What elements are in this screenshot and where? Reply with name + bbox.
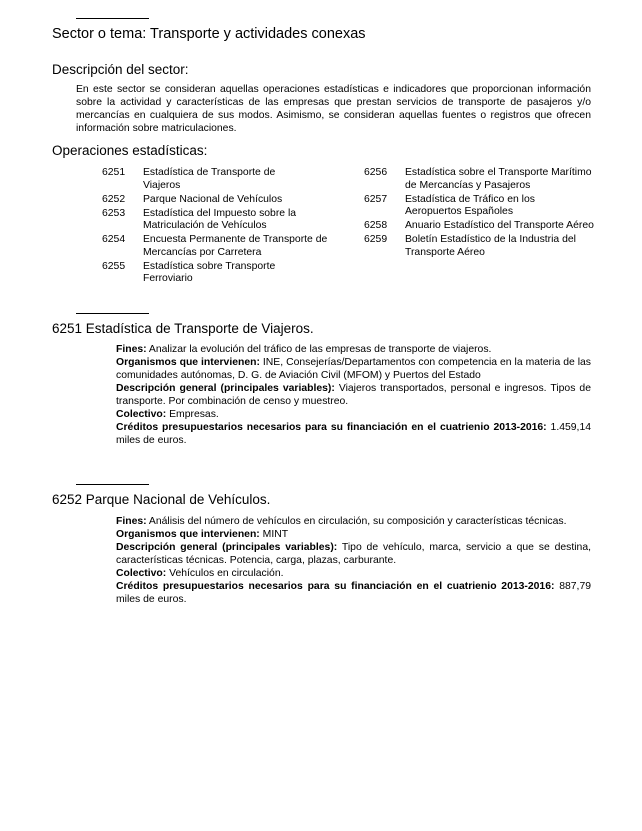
operation-name: Parque Nacional de Vehículos [143, 193, 283, 205]
creditos-label: Créditos presupuestarios necesarios para su financiación en el cuatrienio 2013-2016: [116, 422, 547, 433]
operation-name: Estadística sobre Transporte Ferroviario [143, 260, 276, 284]
operation-item [102, 208, 342, 233]
organismos-value: INE, Consejerías/Departamentos con competencia en la materia de las comunidades autónomas, D. G. de Aviación Civil (MFOM) y Puertos del Estado [116, 357, 591, 381]
operation-item [102, 234, 342, 259]
operation-item [102, 167, 342, 192]
operation-item [102, 194, 342, 207]
operation-6251-details [116, 343, 591, 447]
organismos-field [116, 528, 591, 541]
operation-name: Estadística de Transporte de Viajeros [143, 167, 276, 191]
colectivo-field [116, 567, 591, 580]
sector-title: Sector o tema: Transporte y actividades conexas [52, 26, 366, 42]
operation-name: Estadística de Tráfico en los Aeropuertos Españoles [405, 193, 535, 217]
operation-name: Anuario Estadístico del Transporte Aéreo [405, 220, 594, 231]
organismos-field [116, 356, 591, 382]
operation-code: 6253 [102, 207, 126, 219]
section-rule [76, 313, 149, 314]
descripcion-value: Viajeros transportados, personal e ingresos. Tipos de transporte. Por combinación de censo y muestreo. [116, 383, 591, 407]
fines-field [116, 515, 591, 528]
organismos-label: Organismos que intervienen: [116, 529, 260, 540]
descripcion-field [116, 382, 591, 408]
fines-field [116, 343, 591, 356]
creditos-value: 1.459,14 miles de euros. [116, 422, 591, 446]
creditos-field [116, 421, 591, 447]
fines-value: Analizar la evolución del tráfico de las empresas de transporte de viajeros. [146, 344, 492, 355]
operation-name: Estadística del Impuesto sobre la Matriculación de Vehículos [143, 207, 297, 231]
operation-item [102, 261, 342, 286]
descripcion-field [116, 541, 591, 567]
operation-code: 6254 [102, 234, 126, 245]
operation-name: Estadística sobre el Transporte Marítimo de Mercancías y Pasajeros [405, 167, 592, 191]
creditos-field [116, 580, 591, 606]
top-rule [76, 18, 149, 19]
operation-code: 6255 [102, 260, 126, 272]
operation-item [364, 234, 594, 259]
colectivo-field [116, 408, 591, 421]
operations-heading: Operaciones estadísticas: [52, 143, 208, 158]
descripcion-label: Descripción general (principales variables): [116, 383, 335, 394]
operation-name: Encuesta Permanente de Transporte de Mercancías por Carretera [143, 234, 328, 258]
operation-item [364, 167, 594, 192]
section-rule [76, 484, 149, 485]
organismos-value: MINT [259, 529, 289, 540]
operation-code: 6252 [102, 193, 126, 205]
creditos-label: Créditos presupuestarios necesarios para su financiación en el cuatrienio 2013-2016: [116, 581, 555, 592]
operation-6251-heading: 6251 Estadística de Transporte de Viajeros. [52, 321, 314, 336]
description-heading: Descripción del sector: [52, 62, 189, 77]
operation-item [364, 220, 594, 233]
fines-label: Fines: [116, 344, 147, 355]
colectivo-value: Empresas. [166, 409, 219, 420]
operation-code: 6251 [102, 167, 126, 178]
organismos-label: Organismos que intervienen: [116, 357, 260, 368]
operation-code: 6259 [364, 234, 388, 245]
sector-description: En este sector se consideran aquellas operaciones estadísticas e indicadores que proporcionan información sobre la actividad y características de las empresas que prestan servicios de transporte de pasajeros y/o mercancías en cualquiera de sus modos. Asimismo, se consideran aquellas fuentes o registros que ofrecen información sobre matriculaciones. [76, 84, 591, 134]
descripcion-value: Tipo de vehículo, marca, servicio a que se destina, características técnicas. Potencia, carga, plazas, carburante. [116, 542, 591, 566]
operations-list-left [102, 167, 342, 287]
operation-code: 6257 [364, 193, 388, 205]
operation-6252-details [116, 515, 591, 606]
operation-code: 6258 [364, 220, 388, 231]
operation-code: 6256 [364, 167, 388, 178]
colectivo-value: Vehículos en circulación. [166, 568, 284, 579]
operation-name: Boletín Estadístico de la Industria del Transporte Aéreo [405, 234, 576, 258]
creditos-value: 887,79 miles de euros. [116, 581, 591, 605]
colectivo-label: Colectivo: [116, 568, 167, 579]
operations-list-right [364, 167, 594, 261]
operation-item [364, 194, 594, 219]
fines-value: Análisis del número de vehículos en circulación, su composición y características técnicas. [146, 516, 567, 527]
operation-6252-heading: 6252 Parque Nacional de Vehículos. [52, 492, 271, 507]
descripcion-label: Descripción general (principales variables): [116, 542, 338, 553]
fines-label: Fines: [116, 516, 147, 527]
colectivo-label: Colectivo: [116, 409, 167, 420]
